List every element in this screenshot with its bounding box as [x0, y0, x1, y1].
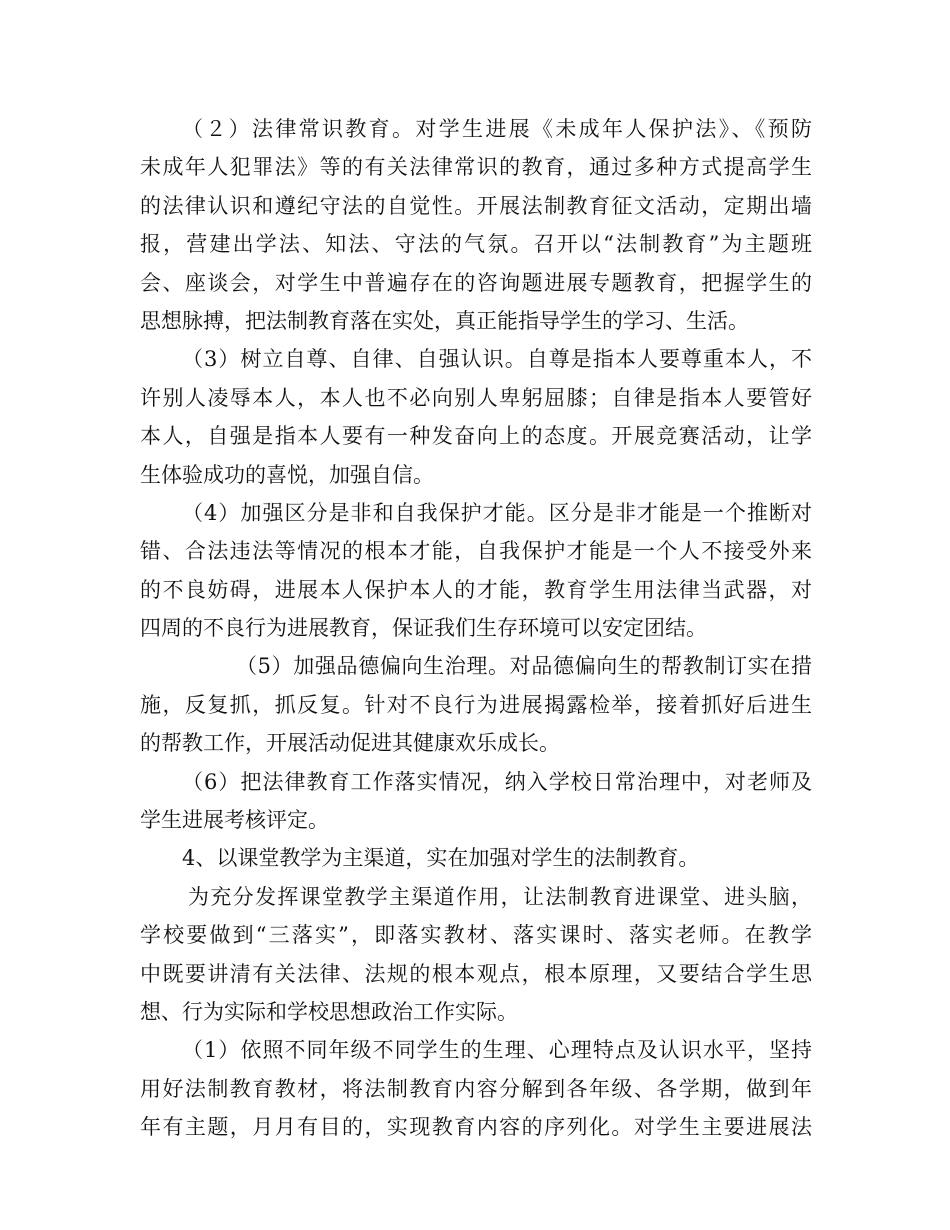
text-line: 学生进展考核评定。 [140, 808, 329, 833]
text-line: （5）加强品德偏向生治理。对品德偏向生的帮教制订实在措 [236, 654, 812, 679]
text-line: 本人，自强是指本人要有一种发奋向上的态度。开展竞赛活动，让学 [140, 424, 812, 449]
paragraph-classroom-channel [140, 878, 812, 1032]
text-line: 未成年人犯罪法》等的有关法律常识的教育，通过多种方式提高学生 [140, 155, 812, 180]
text-line: 生体验成功的喜悦，加强自信。 [140, 462, 434, 487]
document-body [140, 110, 812, 1147]
text-line: （3）树立自尊、自律、自强认识。自尊是指本人要尊重本人，不 [182, 347, 812, 372]
paragraph-heading-classroom [140, 839, 812, 877]
text-line: 学校要做到“三落实”，即落实教材、落实课时、落实老师。在教学 [140, 923, 812, 948]
paragraph-grade-curriculum [140, 1031, 812, 1146]
text-line: 报，营建出学法、知法、守法的气氛。召开以“法制教育”为主题班 [140, 232, 812, 257]
text-line: （1）依照不同年级不同学生的生理、心理特点及认识水平，坚持 [182, 1038, 812, 1063]
text-line: 4、以课堂教学为主渠道，实在加强对学生的法制教育。 [182, 846, 700, 871]
text-line: 许别人凌辱本人，本人也不必向别人卑躬屈膝；自律是指本人要管好 [140, 385, 812, 410]
text-line: 的帮教工作，开展活动促进其健康欢乐成长。 [140, 731, 560, 756]
text-line: （２）法律常识教育。对学生进展《未成年人保护法》、《预防 [182, 117, 812, 141]
paragraph-assessment [140, 763, 812, 840]
text-line: 错、合法违法等情况的根本才能，自我保护才能是一个人不接受外来 [140, 539, 812, 564]
text-line: 年有主题，月月有目的，实现教育内容的序列化。对学生主要进展法 [140, 1115, 812, 1140]
text-line: 思想脉搏，把法制教育落在实处，真正能指导学生的学习、生活。 [140, 308, 749, 333]
text-line: 施，反复抓，抓反复。针对不良行为进展揭露检举，接着抓好后进生 [140, 692, 812, 717]
paragraph-self-protection [140, 494, 812, 648]
paragraph-law-knowledge [140, 110, 812, 340]
text-line: 的法律认识和遵纪守法的自觉性。开展法制教育征文活动，定期出墙 [140, 193, 812, 218]
paragraph-moral-guidance [140, 647, 812, 762]
text-line: 想、行为实际和学校思想政治工作实际。 [140, 999, 518, 1024]
text-line: 会、座谈会，对学生中普遍存在的咨询题进展专题教育，把握学生的 [140, 270, 812, 295]
text-line: （4）加强区分是非和自我保护才能。区分是非才能是一个推断对 [182, 500, 812, 525]
text-line: 为充分发挥课堂教学主渠道作用，让法制教育进课堂、进头脑， [188, 884, 812, 909]
text-line: 中既要讲清有关法律、法规的根本观点，根本原理，又要结合学生思 [140, 961, 812, 986]
text-line: 四周的不良行为进展教育，保证我们生存环境可以安定团结。 [140, 616, 707, 641]
paragraph-self-respect [140, 340, 812, 494]
text-line: （6）把法律教育工作落实情况，纳入学校日常治理中，对老师及 [182, 769, 812, 794]
text-line: 用好法制教育教材，将法制教育内容分解到各年级、各学期，做到年 [140, 1076, 812, 1101]
text-line: 的不良妨碍，进展本人保护本人的才能，教育学生用法律当武器，对 [140, 577, 812, 602]
